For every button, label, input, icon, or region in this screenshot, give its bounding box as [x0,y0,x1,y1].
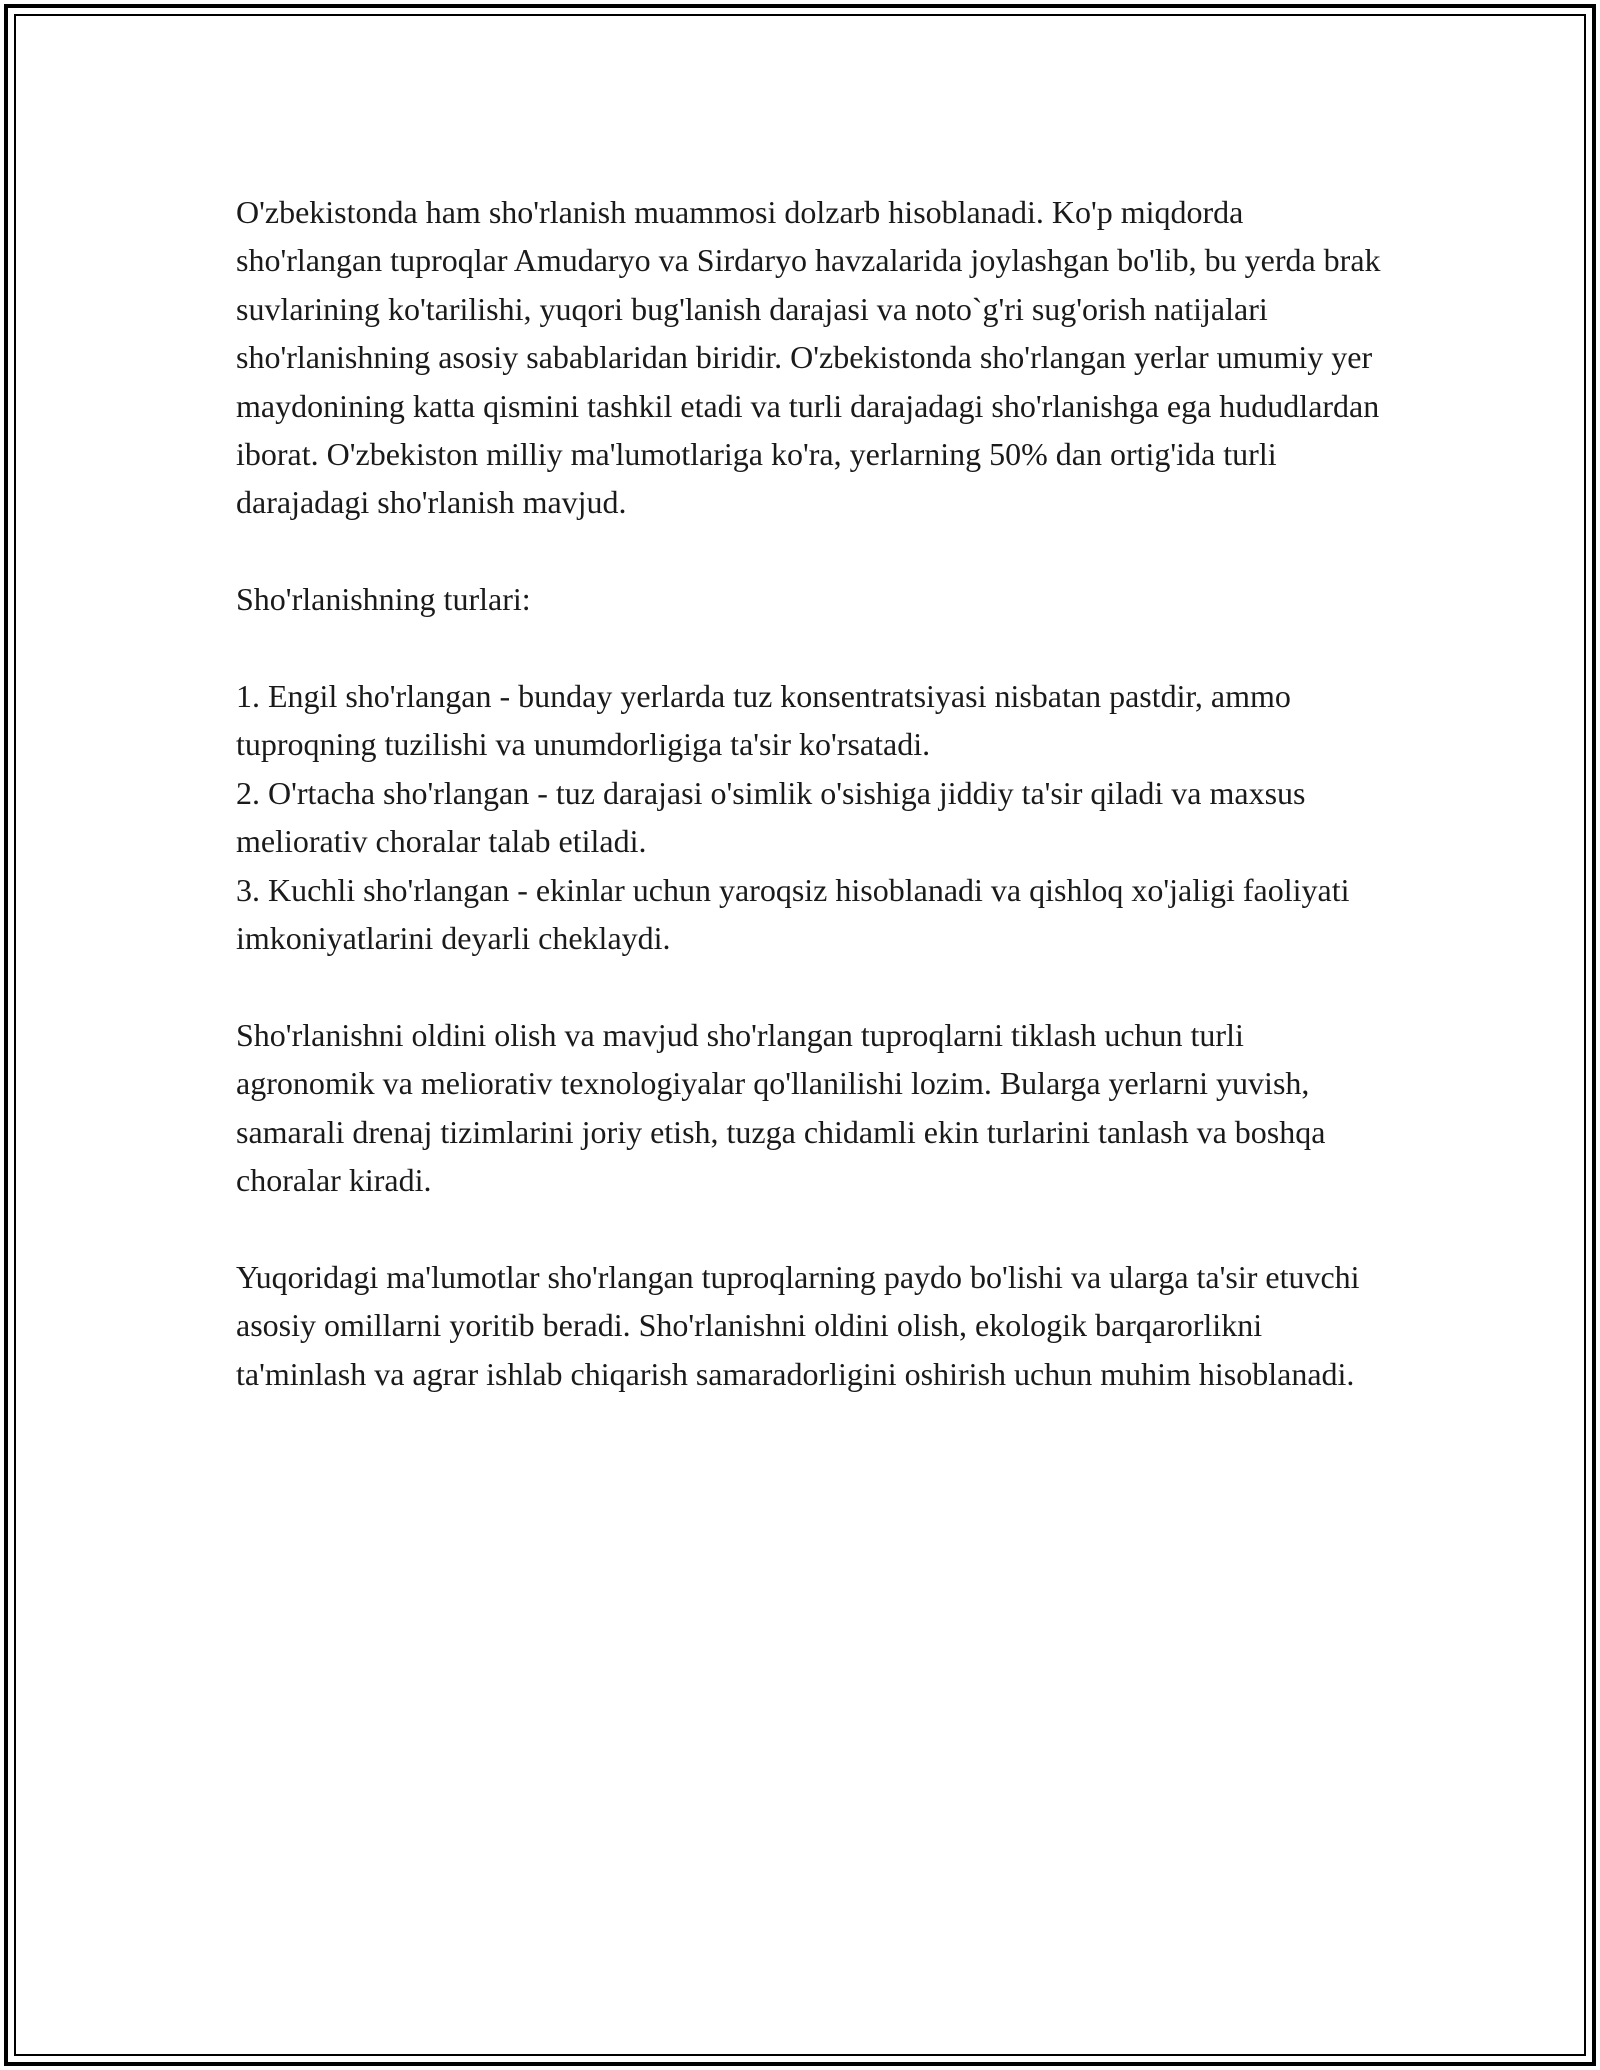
paragraph-conclusion: Yuqoridagi ma'lumotlar sho'rlangan tuproqlarning paydo bo'lishi va ularga ta'sir etuvchi asosiy omillarni yoritib beradi. Sho'rlanishni oldini olish, ekologik barqarorlikni ta'minlash va agrar ishlab chiqarish samaradorligini oshirish uchun muhim hisoblanadi. [236,1258,1360,1392]
paragraph-spacer [236,962,1386,1010]
paragraph-prevention: Sho'rlanishni oldini olish va mavjud sho'rlangan tuproqlarni tiklash uchun turli agronomik va meliorativ texnologiyalar qo'llanilishi lozim. Bularga yerlarni yuvish, samarali drenaj tizimlarini joriy etish, tuzga chidamli ekin turlarini tanlash va boshqa choralar kiradi. [236,1016,1326,1199]
list-item-type-2: 2. O'rtacha sho'rlangan - tuz darajasi o'simlik o'sishiga jiddiy ta'sir qiladi va maxsus meliorativ choralar talab etiladi. [236,774,1306,860]
types-heading: Sho'rlanishning turlari: [236,581,531,618]
paragraph-spacer [236,1204,1386,1252]
list-item-type-3: 3. Kuchli sho'rlangan - ekinlar uchun yaroqsiz hisoblanadi va qishloq xo'jaligi faoliyati imkoniyatlarini deyarli cheklaydi. [236,871,1350,957]
paragraph-spacer [236,527,1386,575]
document-body [236,188,1386,1398]
paragraph-spacer [236,624,1386,672]
paragraph-intro: O'zbekistonda ham sho'rlanish muammosi dolzarb hisoblanadi. Ko'p miqdorda sho'rlangan tuproqlar Amudaryo va Sirdaryo havzalarida joylashgan bo'lib, bu yerda brak suvlarining ko'tarilishi, yuqori bug'lanish darajasi va noto`g'ri sug'orish natijalari sho'rlanishning asosiy sabablaridan biridir. O'zbekistonda sho'rlangan yerlar umumiy yer maydonining katta qismini tashkil etadi va turli darajadagi sho'rlanishga ega hududlardan iborat. O'zbekiston milliy ma'lumotlariga ko'ra, yerlarning 50% dan ortig'ida turli darajadagi sho'rlanish mavjud. [236,194,1381,521]
list-item-type-1: 1. Engil sho'rlangan - bunday yerlarda tuz konsentratsiyasi nisbatan pastdir, ammo tuproqning tuzilishi va unumdorligiga ta'sir ko'rsatadi. [236,678,1291,763]
